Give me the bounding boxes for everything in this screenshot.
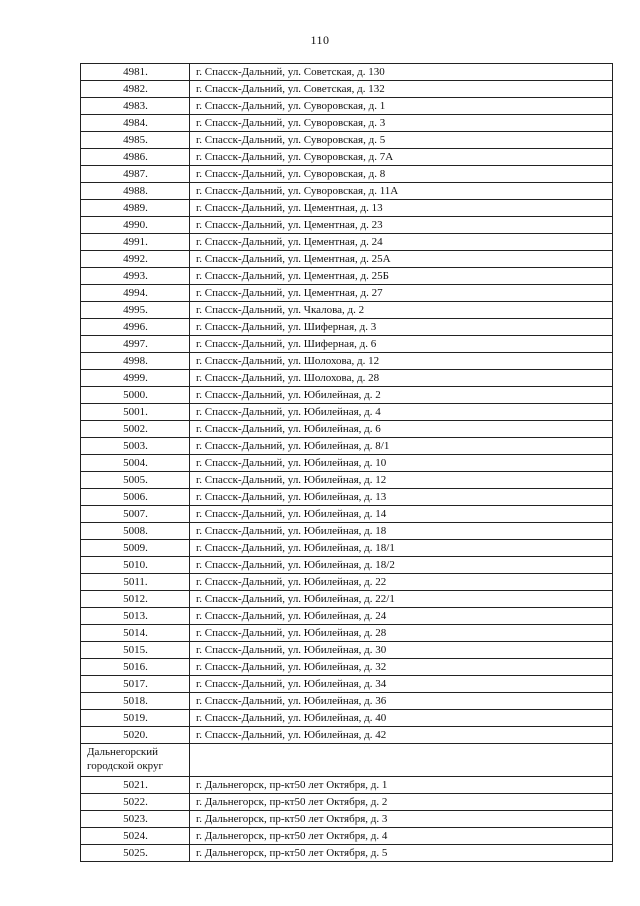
row-number: 5020.: [81, 727, 190, 744]
table-row: [81, 438, 613, 455]
table-row: [81, 64, 613, 81]
row-address: г. Дальнегорск, пр-кт50 лет Октября, д. 5: [190, 845, 613, 862]
row-number: 5025.: [81, 845, 190, 862]
table-row: [81, 794, 613, 811]
row-address: г. Спасск-Дальний, ул. Цементная, д. 27: [190, 285, 613, 302]
row-address: г. Спасск-Дальний, ул. Чкалова, д. 2: [190, 302, 613, 319]
row-number: 4981.: [81, 64, 190, 81]
row-address: г. Дальнегорск, пр-кт50 лет Октября, д. 4: [190, 828, 613, 845]
row-number: 5017.: [81, 676, 190, 693]
row-address: г. Спасск-Дальний, ул. Юбилейная, д. 14: [190, 506, 613, 523]
row-address: г. Спасск-Дальний, ул. Шиферная, д. 6: [190, 336, 613, 353]
row-address: г. Спасск-Дальний, ул. Юбилейная, д. 18: [190, 523, 613, 540]
row-number: 4998.: [81, 353, 190, 370]
row-number: 5014.: [81, 625, 190, 642]
row-number: 4982.: [81, 81, 190, 98]
row-number: 4988.: [81, 183, 190, 200]
section-label: [81, 744, 190, 777]
row-number: 5018.: [81, 693, 190, 710]
row-number: 5004.: [81, 455, 190, 472]
section-empty-cell: [190, 744, 613, 777]
row-address: г. Спасск-Дальний, ул. Юбилейная, д. 13: [190, 489, 613, 506]
table-row: [81, 659, 613, 676]
table-row: [81, 574, 613, 591]
row-address: г. Спасск-Дальний, ул. Юбилейная, д. 18/1: [190, 540, 613, 557]
row-address: г. Спасск-Дальний, ул. Шолохова, д. 28: [190, 370, 613, 387]
row-number: 4985.: [81, 132, 190, 149]
row-address: г. Спасск-Дальний, ул. Шолохова, д. 12: [190, 353, 613, 370]
row-address: г. Спасск-Дальний, ул. Юбилейная, д. 22/1: [190, 591, 613, 608]
row-number: 5000.: [81, 387, 190, 404]
table-row: [81, 115, 613, 132]
row-number: 5009.: [81, 540, 190, 557]
table-row: [81, 676, 613, 693]
row-address: г. Спасск-Дальний, ул. Цементная, д. 25Б: [190, 268, 613, 285]
table-row: [81, 811, 613, 828]
row-number: 5003.: [81, 438, 190, 455]
row-number: 4999.: [81, 370, 190, 387]
row-address: г. Спасск-Дальний, ул. Юбилейная, д. 6: [190, 421, 613, 438]
row-number: 4986.: [81, 149, 190, 166]
row-number: 4990.: [81, 217, 190, 234]
row-number: 5008.: [81, 523, 190, 540]
row-number: 5001.: [81, 404, 190, 421]
table-row: [81, 132, 613, 149]
row-address: г. Спасск-Дальний, ул. Юбилейная, д. 32: [190, 659, 613, 676]
row-address: г. Спасск-Дальний, ул. Цементная, д. 24: [190, 234, 613, 251]
row-number: 4991.: [81, 234, 190, 251]
table-row: [81, 557, 613, 574]
row-address: г. Спасск-Дальний, ул. Цементная, д. 23: [190, 217, 613, 234]
row-number: 4993.: [81, 268, 190, 285]
row-address: г. Спасск-Дальний, ул. Юбилейная, д. 4: [190, 404, 613, 421]
row-address: г. Спасск-Дальний, ул. Юбилейная, д. 22: [190, 574, 613, 591]
table-row: [81, 608, 613, 625]
row-number: 5011.: [81, 574, 190, 591]
table-row: [81, 370, 613, 387]
row-number: 4992.: [81, 251, 190, 268]
row-number: 5007.: [81, 506, 190, 523]
row-address: г. Спасск-Дальний, ул. Юбилейная, д. 36: [190, 693, 613, 710]
table-row: [81, 506, 613, 523]
row-address: г. Дальнегорск, пр-кт50 лет Октября, д. 1: [190, 777, 613, 794]
table-row: [81, 268, 613, 285]
row-number: 5010.: [81, 557, 190, 574]
row-number: 5013.: [81, 608, 190, 625]
table-row: [81, 642, 613, 659]
table-row: [81, 98, 613, 115]
table-row: [81, 81, 613, 98]
address-table: [80, 63, 613, 862]
section-row: [81, 744, 613, 777]
table-row: [81, 285, 613, 302]
table-row: [81, 828, 613, 845]
row-number: 5015.: [81, 642, 190, 659]
section-label-line1: Дальнегорский: [87, 746, 158, 758]
row-number: 5002.: [81, 421, 190, 438]
row-address: г. Спасск-Дальний, ул. Советская, д. 132: [190, 81, 613, 98]
page-number: 110: [310, 33, 330, 47]
table-row: [81, 302, 613, 319]
table-row: [81, 727, 613, 744]
row-number: 5006.: [81, 489, 190, 506]
table-row: [81, 693, 613, 710]
row-address: г. Спасск-Дальний, ул. Суворовская, д. 3: [190, 115, 613, 132]
table-row: [81, 217, 613, 234]
table-row: [81, 777, 613, 794]
row-address: г. Спасск-Дальний, ул. Юбилейная, д. 34: [190, 676, 613, 693]
table-row: [81, 523, 613, 540]
row-address: г. Спасск-Дальний, ул. Юбилейная, д. 24: [190, 608, 613, 625]
row-address: г. Спасск-Дальний, ул. Цементная, д. 25А: [190, 251, 613, 268]
row-address: г. Спасск-Дальний, ул. Шиферная, д. 3: [190, 319, 613, 336]
table-row: [81, 183, 613, 200]
row-address: г. Спасск-Дальний, ул. Юбилейная, д. 2: [190, 387, 613, 404]
row-number: 5022.: [81, 794, 190, 811]
row-number: 4994.: [81, 285, 190, 302]
table-row: [81, 404, 613, 421]
row-address: г. Спасск-Дальний, ул. Суворовская, д. 5: [190, 132, 613, 149]
row-number: 4983.: [81, 98, 190, 115]
table-row: [81, 149, 613, 166]
row-address: г. Дальнегорск, пр-кт50 лет Октября, д. 3: [190, 811, 613, 828]
row-address: г. Спасск-Дальний, ул. Цементная, д. 13: [190, 200, 613, 217]
table-row: [81, 166, 613, 183]
section-label-line2: городской округ: [87, 760, 164, 772]
table-row: [81, 591, 613, 608]
row-address: г. Спасск-Дальний, ул. Юбилейная, д. 42: [190, 727, 613, 744]
table-row: [81, 387, 613, 404]
row-number: 5024.: [81, 828, 190, 845]
row-number: 5016.: [81, 659, 190, 676]
row-address: г. Спасск-Дальний, ул. Суворовская, д. 11А: [190, 183, 613, 200]
row-address: г. Спасск-Дальний, ул. Юбилейная, д. 30: [190, 642, 613, 659]
row-address: г. Спасск-Дальний, ул. Суворовская, д. 1: [190, 98, 613, 115]
row-address: г. Спасск-Дальний, ул. Юбилейная, д. 40: [190, 710, 613, 727]
table-row: [81, 200, 613, 217]
row-address: г. Спасск-Дальний, ул. Суворовская, д. 7А: [190, 149, 613, 166]
address-table-body: [81, 64, 613, 862]
table-row: [81, 540, 613, 557]
row-address: г. Спасск-Дальний, ул. Юбилейная, д. 10: [190, 455, 613, 472]
table-row: [81, 353, 613, 370]
row-address: г. Спасск-Дальний, ул. Советская, д. 130: [190, 64, 613, 81]
table-row: [81, 625, 613, 642]
row-number: 4984.: [81, 115, 190, 132]
table-row: [81, 319, 613, 336]
row-address: г. Спасск-Дальний, ул. Юбилейная, д. 8/1: [190, 438, 613, 455]
row-number: 4995.: [81, 302, 190, 319]
row-number: 5021.: [81, 777, 190, 794]
row-address: г. Спасск-Дальний, ул. Юбилейная, д. 28: [190, 625, 613, 642]
table-row: [81, 489, 613, 506]
row-address: г. Спасск-Дальний, ул. Суворовская, д. 8: [190, 166, 613, 183]
row-address: г. Спасск-Дальний, ул. Юбилейная, д. 12: [190, 472, 613, 489]
row-number: 4989.: [81, 200, 190, 217]
table-row: [81, 455, 613, 472]
row-number: 5023.: [81, 811, 190, 828]
row-number: 5005.: [81, 472, 190, 489]
table-row: [81, 336, 613, 353]
row-number: 4997.: [81, 336, 190, 353]
table-row: [81, 421, 613, 438]
row-address: г. Спасск-Дальний, ул. Юбилейная, д. 18/2: [190, 557, 613, 574]
table-row: [81, 845, 613, 862]
table-row: [81, 234, 613, 251]
row-number: 4987.: [81, 166, 190, 183]
table-row: [81, 710, 613, 727]
row-address: г. Дальнегорск, пр-кт50 лет Октября, д. 2: [190, 794, 613, 811]
table-row: [81, 251, 613, 268]
row-number: 5012.: [81, 591, 190, 608]
table-row: [81, 472, 613, 489]
row-number: 5019.: [81, 710, 190, 727]
row-number: 4996.: [81, 319, 190, 336]
